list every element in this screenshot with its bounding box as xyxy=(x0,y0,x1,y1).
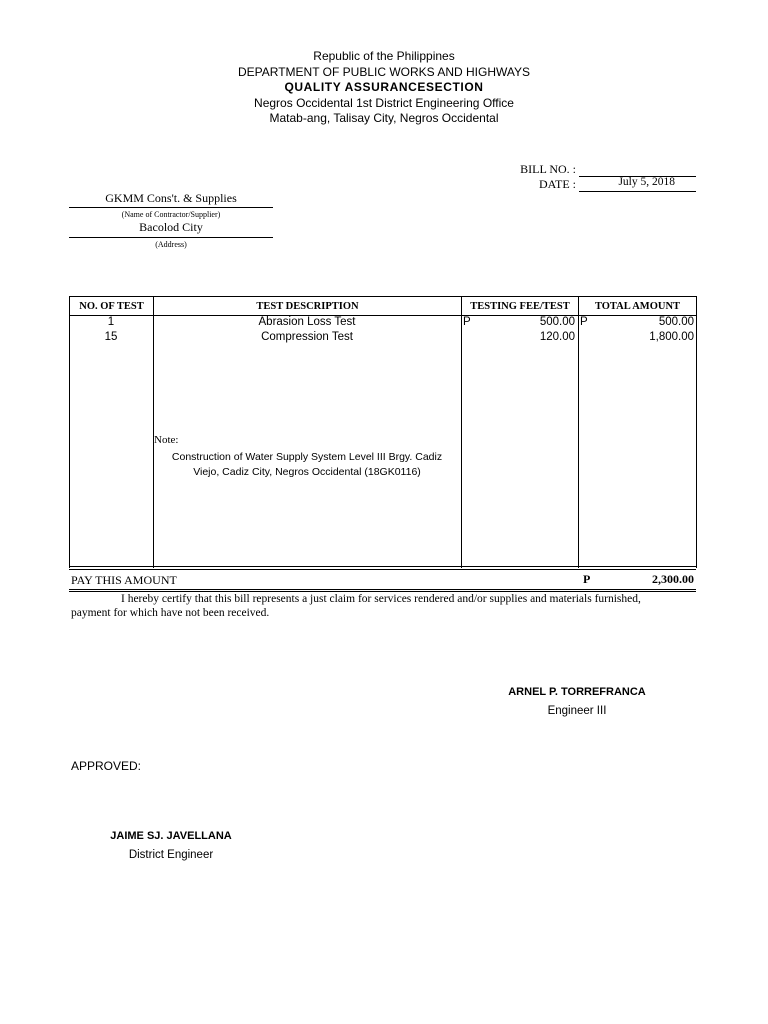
contractor-name: GKMM Cons't. & Supplies xyxy=(69,191,273,208)
row1-total-currency: P xyxy=(580,316,588,328)
date-label: DATE : xyxy=(539,177,576,191)
table-border-right xyxy=(696,296,697,568)
approved-label: APPROVED: xyxy=(71,759,142,773)
header-section: QUALITY ASSURANCESECTION xyxy=(284,80,484,94)
row1-total: 500.00 xyxy=(658,316,694,328)
note-line-1: Construction of Water Supply System Level III Brgy. Cadiz xyxy=(171,451,443,463)
pay-amount: 2,300.00 xyxy=(652,572,694,586)
note-label: Note: xyxy=(154,434,179,446)
col-header-testing-fee: TESTING FEE/TEST xyxy=(462,297,579,316)
header-department: DEPARTMENT OF PUBLIC WORKS AND HIGHWAYS xyxy=(237,65,531,79)
row2-description: Compression Test xyxy=(261,331,353,343)
contractor-address: Bacolod City xyxy=(69,220,273,238)
col-header-no-of-test: NO. OF TEST xyxy=(70,297,154,316)
date-text: July 5, 2018 xyxy=(618,176,675,188)
contractor-name-caption: (Name of Contractor/Supplier) xyxy=(121,210,221,219)
header-address: Matab-ang, Talisay City, Negros Occidental xyxy=(269,111,499,125)
note-line-2: Viejo, Cadiz City, Negros Occidental (18GK0116) xyxy=(193,466,421,478)
bill-table xyxy=(69,296,697,316)
bill-no-value xyxy=(579,162,696,177)
header-office: Negros Occidental 1st District Engineering Office xyxy=(254,96,514,110)
pay-label: PAY THIS AMOUNT xyxy=(71,573,177,587)
row1-no: 1 xyxy=(107,316,115,328)
table-body-bottom-line-2 xyxy=(69,569,696,570)
row2-total: 1,800.00 xyxy=(649,331,694,343)
certification-line-2: payment for which have not been received. xyxy=(71,607,270,619)
row1-description: Abrasion Loss Test xyxy=(258,316,356,328)
col-header-total-amount: TOTAL AMOUNT xyxy=(579,297,697,316)
contractor-address-caption: (Address) xyxy=(155,240,187,249)
signatory-2-title: District Engineer xyxy=(128,849,214,861)
pay-currency: P xyxy=(583,572,591,586)
table-header-row xyxy=(70,297,697,316)
signatory-2-name: JAIME SJ. JAVELLANA xyxy=(110,830,232,842)
row2-no: 15 xyxy=(104,331,118,343)
row2-fee: 120.00 xyxy=(539,331,575,343)
row1-fee: 500.00 xyxy=(539,316,575,328)
certification-line-1: I hereby certify that this bill represents a just claim for services rendered and/or supplies and materials furnished, xyxy=(121,593,641,605)
signatory-1-name: ARNEL P. TORREFRANCA xyxy=(508,686,646,698)
signatory-1-title: Engineer III xyxy=(547,705,607,717)
header-republic: Republic of the Philippines xyxy=(313,49,455,63)
pay-double-underline xyxy=(69,587,696,592)
table-body-bottom-line xyxy=(69,566,696,567)
col-header-test-description: TEST DESCRIPTION xyxy=(154,297,462,316)
date-value xyxy=(579,176,696,192)
row1-fee-currency: P xyxy=(463,316,471,328)
bill-no-label: BILL NO. : xyxy=(520,162,576,176)
